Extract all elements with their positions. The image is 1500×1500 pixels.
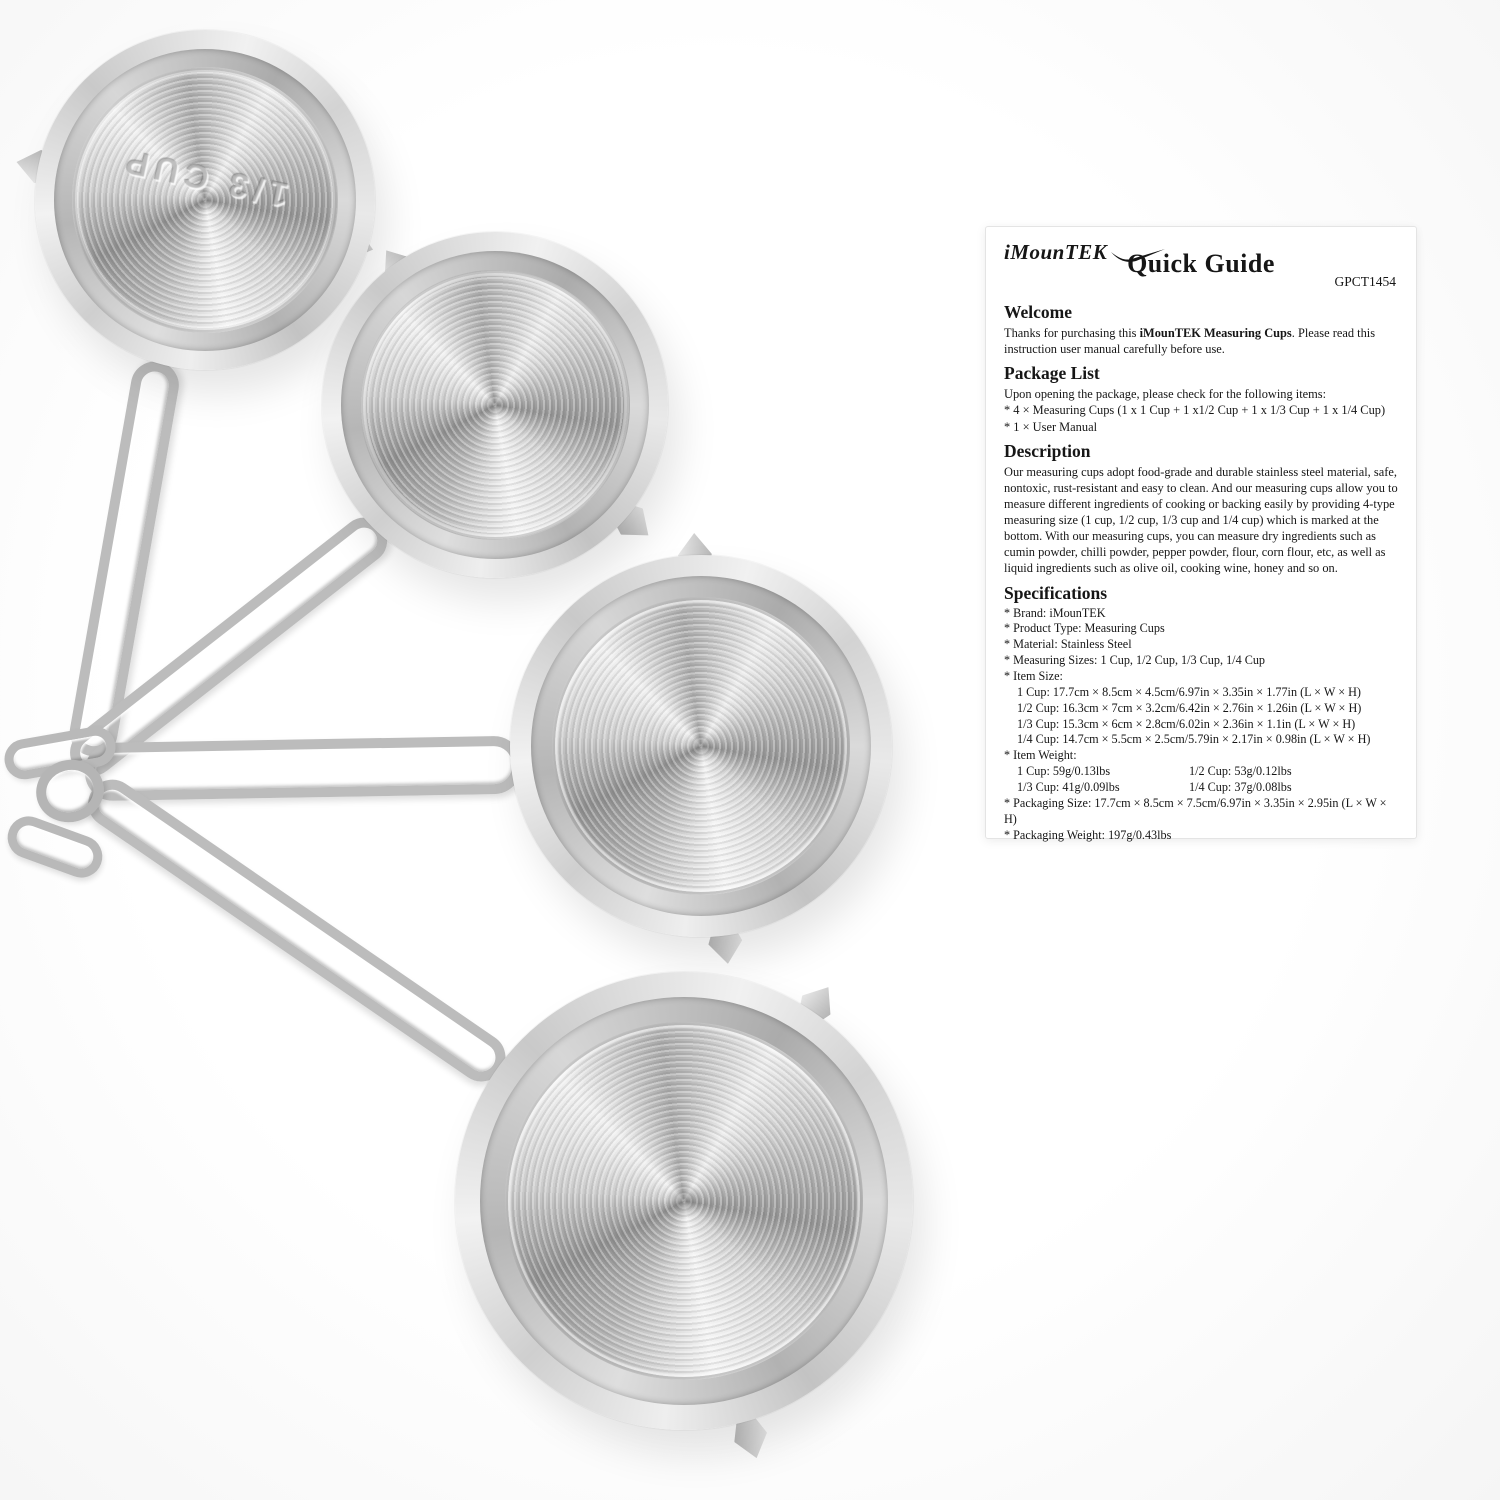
quick-guide-title: Quick Guide	[1127, 249, 1275, 278]
section-heading-welcome: Welcome	[1004, 302, 1073, 322]
package-list-intro: Upon opening the package, please check for the following items:	[1004, 387, 1327, 402]
cup-bottom-face	[505, 1022, 862, 1379]
spec-item-weight-cell: 1/3 Cup: 41g/0.09lbs	[1017, 779, 1120, 794]
cup-bottom-face	[360, 270, 630, 540]
spec-item-weight-cell: 1 Cup: 59g/0.13lbs	[1017, 764, 1111, 779]
spec-item-size-label: * Item Size:	[1004, 668, 1063, 683]
spec-item-weight-cell: 1/2 Cup: 53g/0.12lbs	[1189, 764, 1292, 779]
spec-item-size-line: 1 Cup: 17.7cm × 8.5cm × 4.5cm/6.97in × 3.35in × 1.77in (L × W × H)	[1017, 684, 1361, 699]
quick-guide-header	[1004, 240, 1398, 296]
cup4-wire-handle	[79, 770, 515, 1090]
section-heading-package-list: Package List	[1004, 363, 1100, 384]
spec-item-weight-row	[1004, 780, 1398, 796]
cup-size-engraving: 1/3 CUP	[117, 141, 293, 214]
handle-loop-end	[2, 811, 108, 884]
cup-bottom-face	[72, 67, 337, 332]
model-number: GPCT1454	[1334, 274, 1396, 289]
package-list-item: * 4 × Measuring Cups (1 x 1 Cup + 1 x1/2 Cup + 1 x 1/3 Cup + 1 x 1/4 Cup)	[1004, 403, 1386, 418]
spec-item-weight-label: * Item Weight:	[1004, 748, 1077, 763]
section-heading-specifications: Specifications	[1004, 582, 1108, 603]
spec-item-size-line: 1/4 Cup: 14.7cm × 5.5cm × 2.5cm/5.79in × 2.17in × 0.98in (L × W × H)	[1017, 732, 1371, 747]
measuring-cup-3	[510, 555, 892, 937]
brand-logo-text: iMounTEK	[1004, 240, 1108, 264]
section-heading-description: Description	[1004, 440, 1091, 461]
welcome-text	[1004, 325, 1398, 357]
welcome-text-pre: Thanks for purchasing this	[1004, 326, 1140, 340]
spec-product-type: * Product Type: Measuring Cups	[1004, 621, 1165, 636]
measuring-cup-1	[35, 30, 375, 370]
spec-item-size-line: 1/2 Cup: 16.3cm × 7cm × 3.2cm/6.42in × 2.76in × 1.26in (L × W × H)	[1017, 700, 1362, 715]
quick-guide-card	[985, 226, 1417, 842]
spec-brand: * Brand: iMounTEK	[1004, 605, 1106, 620]
measuring-cup-4	[455, 972, 913, 1430]
measuring-cup-2	[322, 232, 668, 578]
spec-packaging-weight: * Packaging Weight: 197g/0.43lbs	[1004, 827, 1172, 842]
description-text: Our measuring cups adopt food-grade and durable stainless steel material, safe, nontoxic, rust-resistant and easy to clean. And our measuring cups allow you to measure different ingredients of cooking or backing easily by providing 4-type measuring size (1 cup, 1/2 cup, 1/3 cup and 1/4 cup) which is marked at the bottom. With our measuring cups, you can measure dry ingredients such as cumin powder, chilli powder, pepper powder, flour, corn flour, etc, as well as liquid ingredients such as olive oil, cooking wine, honey and so on.	[1004, 464, 1398, 576]
spec-item-weight-cell: 1/4 Cup: 37g/0.08lbs	[1189, 779, 1292, 794]
spec-measuring-sizes: * Measuring Sizes: 1 Cup, 1/2 Cup, 1/3 Cup, 1/4 Cup	[1004, 653, 1266, 668]
cup-bottom-face	[552, 597, 850, 895]
spec-packaging-size: * Packaging Size: 17.7cm × 8.5cm × 7.5cm/6.97in × 3.35in × 2.95in (L × W × H)	[1004, 795, 1387, 826]
welcome-text-bold: iMounTEK Measuring Cups	[1139, 326, 1292, 340]
welcome-text-post: . Please read this instruction user manual carefully before use.	[1004, 326, 1376, 357]
spec-material: * Material: Stainless Steel	[1004, 637, 1132, 652]
spec-item-weight-row	[1004, 764, 1398, 780]
package-list-item: * 1 × User Manual	[1004, 419, 1098, 434]
cup3-wire-handle	[84, 736, 522, 802]
spec-item-size-line: 1/3 Cup: 15.3cm × 6cm × 2.8cm/6.02in × 2.36in × 1.1in (L × W × H)	[1017, 716, 1356, 731]
